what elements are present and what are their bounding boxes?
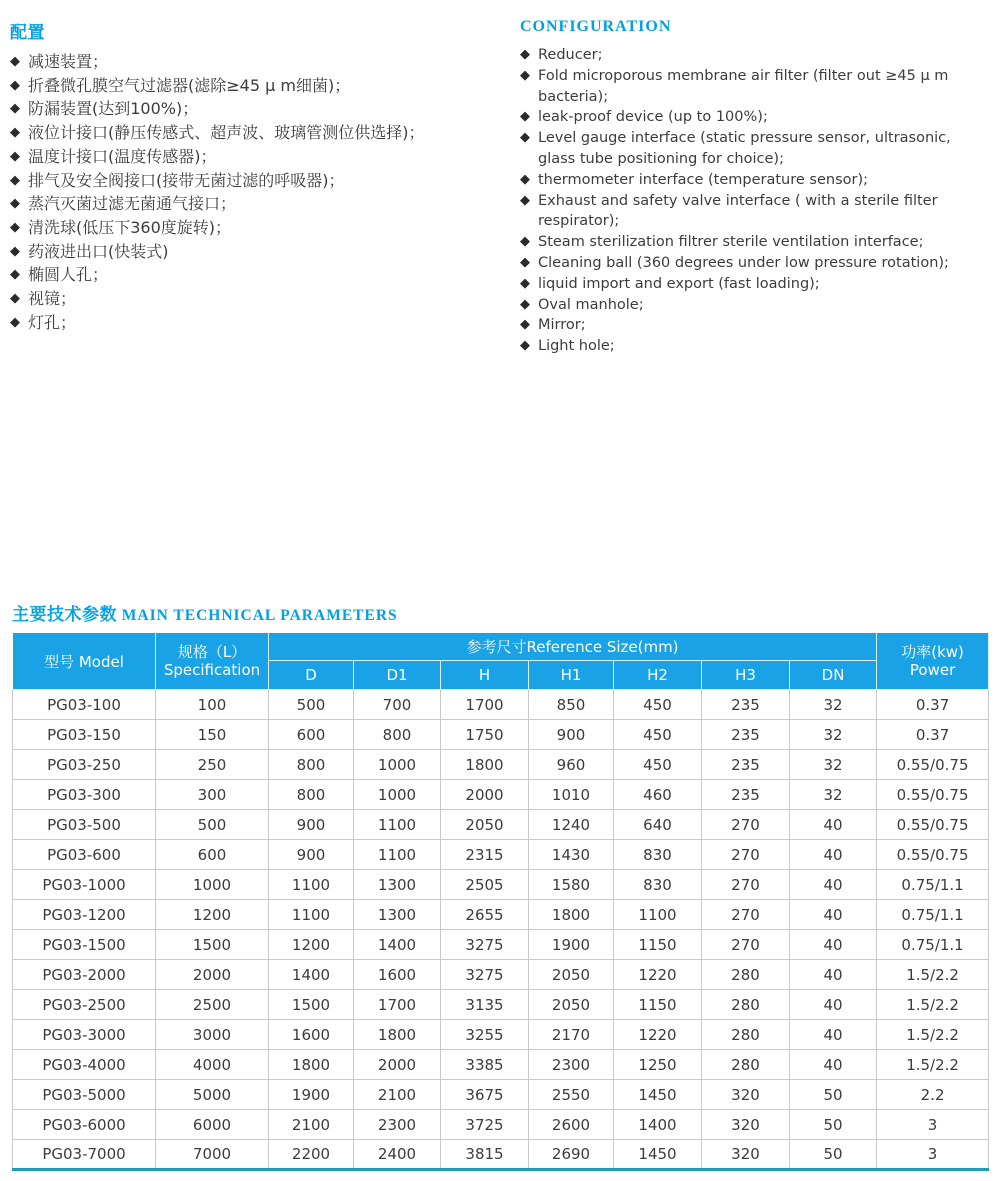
value-cell: 40 bbox=[790, 960, 877, 990]
value-cell: 320 bbox=[702, 1140, 790, 1170]
config-list-item-text: Oval manhole; bbox=[538, 296, 644, 313]
table-row bbox=[13, 960, 989, 990]
diamond-bullet-icon: ◆ bbox=[10, 172, 20, 188]
diamond-bullet-icon: ◆ bbox=[520, 171, 530, 187]
table-row bbox=[13, 720, 989, 750]
diamond-bullet-icon: ◆ bbox=[520, 254, 530, 270]
value-cell: 2655 bbox=[441, 900, 529, 930]
config-list-item bbox=[520, 191, 988, 233]
parameters-title-cn: 主要技术参数 bbox=[12, 605, 117, 624]
value-cell: 4000 bbox=[156, 1050, 269, 1080]
value-cell: 3000 bbox=[156, 1020, 269, 1050]
col-header-specification bbox=[156, 633, 269, 690]
diamond-bullet-icon: ◆ bbox=[10, 267, 20, 283]
config-list-item-text: 清洗球(低压下360度旋转)； bbox=[28, 217, 232, 237]
config-en-title: CONFIGURATION bbox=[520, 18, 672, 35]
config-list-item bbox=[520, 295, 988, 316]
diamond-bullet-icon: ◆ bbox=[520, 109, 530, 125]
model-cell: PG03-3000 bbox=[13, 1020, 156, 1050]
parameters-table bbox=[12, 632, 989, 1171]
config-list-item-text: 灯孔； bbox=[28, 312, 77, 332]
table-row bbox=[13, 930, 989, 960]
value-cell: 500 bbox=[156, 810, 269, 840]
config-list-item bbox=[10, 192, 510, 216]
value-cell: 830 bbox=[614, 870, 702, 900]
value-cell: 0.55/0.75 bbox=[877, 780, 989, 810]
value-cell: 800 bbox=[269, 750, 354, 780]
value-cell: 3815 bbox=[441, 1140, 529, 1170]
config-list-item bbox=[10, 145, 510, 169]
value-cell: 1220 bbox=[614, 1020, 702, 1050]
value-cell: 280 bbox=[702, 960, 790, 990]
value-cell: 2500 bbox=[156, 990, 269, 1020]
value-cell: 2170 bbox=[529, 1020, 614, 1050]
config-list-item bbox=[520, 336, 988, 357]
config-list-item-text: Level gauge interface (static pressure sensor, ultrasonic, glass tube positioning for choice); bbox=[538, 130, 951, 167]
value-cell: 40 bbox=[790, 990, 877, 1020]
model-cell: PG03-100 bbox=[13, 690, 156, 720]
value-cell: 900 bbox=[269, 840, 354, 870]
diamond-bullet-icon: ◆ bbox=[10, 314, 20, 330]
value-cell: 3135 bbox=[441, 990, 529, 1020]
model-cell: PG03-1500 bbox=[13, 930, 156, 960]
value-cell: 2.2 bbox=[877, 1080, 989, 1110]
value-cell: 450 bbox=[614, 690, 702, 720]
value-cell: 1100 bbox=[354, 840, 441, 870]
value-cell: 0.75/1.1 bbox=[877, 870, 989, 900]
value-cell: 32 bbox=[790, 750, 877, 780]
table-row bbox=[13, 990, 989, 1020]
config-list-item bbox=[520, 253, 988, 274]
col-header-specification-en: Specification bbox=[163, 661, 261, 679]
model-cell: PG03-150 bbox=[13, 720, 156, 750]
config-list-item bbox=[10, 263, 510, 287]
config-list-item bbox=[520, 232, 988, 253]
config-list-item bbox=[520, 170, 988, 191]
col-header-specification-cn: 规格（L） bbox=[177, 643, 247, 661]
value-cell: 0.55/0.75 bbox=[877, 810, 989, 840]
config-list-item bbox=[10, 169, 510, 193]
value-cell: 235 bbox=[702, 720, 790, 750]
model-cell: PG03-600 bbox=[13, 840, 156, 870]
parameters-title bbox=[12, 600, 988, 625]
value-cell: 3 bbox=[877, 1140, 989, 1170]
model-cell: PG03-4000 bbox=[13, 1050, 156, 1080]
table-row bbox=[13, 810, 989, 840]
value-cell: 32 bbox=[790, 690, 877, 720]
value-cell: 2100 bbox=[269, 1110, 354, 1140]
value-cell: 1100 bbox=[354, 810, 441, 840]
value-cell: 270 bbox=[702, 930, 790, 960]
value-cell: 1240 bbox=[529, 810, 614, 840]
model-cell: PG03-2000 bbox=[13, 960, 156, 990]
model-cell: PG03-6000 bbox=[13, 1110, 156, 1140]
value-cell: 3275 bbox=[441, 960, 529, 990]
value-cell: 2400 bbox=[354, 1140, 441, 1170]
value-cell: 270 bbox=[702, 870, 790, 900]
value-cell: 600 bbox=[269, 720, 354, 750]
config-list-item-text: Exhaust and safety valve interface ( with a sterile filter respirator); bbox=[538, 192, 938, 230]
value-cell: 40 bbox=[790, 840, 877, 870]
col-header-h3: H3 bbox=[702, 661, 790, 690]
table-row bbox=[13, 780, 989, 810]
parameters-title-en: MAIN TECHNICAL PARAMETERS bbox=[121, 607, 398, 624]
parameters-section bbox=[12, 600, 988, 1171]
model-cell: PG03-500 bbox=[13, 810, 156, 840]
value-cell: 1430 bbox=[529, 840, 614, 870]
configuration-en-column bbox=[510, 18, 988, 357]
model-cell: PG03-300 bbox=[13, 780, 156, 810]
value-cell: 0.55/0.75 bbox=[877, 750, 989, 780]
value-cell: 1800 bbox=[441, 750, 529, 780]
table-row bbox=[13, 900, 989, 930]
value-cell: 270 bbox=[702, 840, 790, 870]
config-list-item-text: Fold microporous membrane air filter (filter out ≥45 μ m bacteria); bbox=[538, 67, 949, 105]
value-cell: 450 bbox=[614, 750, 702, 780]
value-cell: 320 bbox=[702, 1110, 790, 1140]
value-cell: 1220 bbox=[614, 960, 702, 990]
value-cell: 50 bbox=[790, 1140, 877, 1170]
value-cell: 1600 bbox=[269, 1020, 354, 1050]
value-cell: 2300 bbox=[354, 1110, 441, 1140]
value-cell: 2200 bbox=[269, 1140, 354, 1170]
model-cell: PG03-1000 bbox=[13, 870, 156, 900]
value-cell: 960 bbox=[529, 750, 614, 780]
value-cell: 2050 bbox=[529, 990, 614, 1020]
value-cell: 2505 bbox=[441, 870, 529, 900]
value-cell: 1200 bbox=[156, 900, 269, 930]
value-cell: 235 bbox=[702, 750, 790, 780]
model-cell: PG03-2500 bbox=[13, 990, 156, 1020]
value-cell: 270 bbox=[702, 810, 790, 840]
config-list-item-text: 液位计接口(静压传感式、超声波、玻璃管测位供选择)； bbox=[28, 123, 425, 143]
value-cell: 2050 bbox=[529, 960, 614, 990]
value-cell: 1300 bbox=[354, 870, 441, 900]
value-cell: 600 bbox=[156, 840, 269, 870]
col-header-h2: H2 bbox=[614, 661, 702, 690]
value-cell: 1700 bbox=[441, 690, 529, 720]
config-list-item-text: Mirror; bbox=[538, 317, 586, 334]
col-header-power-en: Power bbox=[909, 661, 956, 679]
config-en-list bbox=[520, 45, 988, 357]
diamond-bullet-icon: ◆ bbox=[520, 338, 530, 354]
model-cell: PG03-5000 bbox=[13, 1080, 156, 1110]
table-body bbox=[13, 690, 989, 1170]
value-cell: 235 bbox=[702, 690, 790, 720]
value-cell: 850 bbox=[529, 690, 614, 720]
value-cell: 1800 bbox=[354, 1020, 441, 1050]
configuration-cn-column bbox=[0, 18, 510, 357]
value-cell: 1580 bbox=[529, 870, 614, 900]
col-header-h: H bbox=[441, 661, 529, 690]
value-cell: 1.5/2.2 bbox=[877, 1020, 989, 1050]
diamond-bullet-icon: ◆ bbox=[10, 219, 20, 235]
config-list-item bbox=[10, 97, 510, 121]
diamond-bullet-icon: ◆ bbox=[520, 296, 530, 312]
col-header-reference-size: 参考尺寸Reference Size(mm) bbox=[269, 633, 877, 661]
value-cell: 2690 bbox=[529, 1140, 614, 1170]
config-list-item bbox=[520, 45, 988, 66]
value-cell: 150 bbox=[156, 720, 269, 750]
value-cell: 280 bbox=[702, 990, 790, 1020]
table-row bbox=[13, 1080, 989, 1110]
value-cell: 0.75/1.1 bbox=[877, 900, 989, 930]
value-cell: 640 bbox=[614, 810, 702, 840]
value-cell: 280 bbox=[702, 1050, 790, 1080]
value-cell: 1800 bbox=[529, 900, 614, 930]
value-cell: 1100 bbox=[614, 900, 702, 930]
config-list-item bbox=[10, 287, 510, 311]
value-cell: 2100 bbox=[354, 1080, 441, 1110]
value-cell: 1150 bbox=[614, 930, 702, 960]
value-cell: 900 bbox=[269, 810, 354, 840]
value-cell: 1010 bbox=[529, 780, 614, 810]
diamond-bullet-icon: ◆ bbox=[520, 192, 530, 208]
value-cell: 2300 bbox=[529, 1050, 614, 1080]
configuration-section bbox=[0, 18, 1000, 357]
model-cell: PG03-7000 bbox=[13, 1140, 156, 1170]
table-row bbox=[13, 750, 989, 780]
value-cell: 40 bbox=[790, 1050, 877, 1080]
config-list-item-text: 视镜； bbox=[28, 289, 77, 309]
value-cell: 250 bbox=[156, 750, 269, 780]
config-list-item-text: 防漏装置(达到100%)； bbox=[28, 99, 199, 119]
value-cell: 1100 bbox=[269, 870, 354, 900]
value-cell: 1800 bbox=[269, 1050, 354, 1080]
header-row-top bbox=[13, 633, 989, 661]
table-row bbox=[13, 690, 989, 720]
value-cell: 3385 bbox=[441, 1050, 529, 1080]
value-cell: 2000 bbox=[354, 1050, 441, 1080]
value-cell: 1400 bbox=[614, 1110, 702, 1140]
value-cell: 280 bbox=[702, 1020, 790, 1050]
config-list-item-text: Steam sterilization filtrer sterile ventilation interface; bbox=[538, 234, 924, 251]
value-cell: 100 bbox=[156, 690, 269, 720]
table-row bbox=[13, 1140, 989, 1170]
value-cell: 40 bbox=[790, 810, 877, 840]
config-list-item bbox=[520, 66, 988, 108]
value-cell: 40 bbox=[790, 1020, 877, 1050]
table-row bbox=[13, 1110, 989, 1140]
config-cn-title: 配置 bbox=[10, 23, 45, 42]
value-cell: 2550 bbox=[529, 1080, 614, 1110]
diamond-bullet-icon: ◆ bbox=[10, 196, 20, 212]
config-cn-list bbox=[10, 50, 510, 334]
diamond-bullet-icon: ◆ bbox=[520, 47, 530, 62]
col-header-h1: H1 bbox=[529, 661, 614, 690]
value-cell: 1200 bbox=[269, 930, 354, 960]
config-list-item bbox=[10, 74, 510, 98]
value-cell: 300 bbox=[156, 780, 269, 810]
config-list-item-text: Light hole; bbox=[538, 338, 615, 355]
diamond-bullet-icon: ◆ bbox=[520, 130, 530, 146]
diamond-bullet-icon: ◆ bbox=[520, 234, 530, 250]
value-cell: 460 bbox=[614, 780, 702, 810]
value-cell: 1500 bbox=[269, 990, 354, 1020]
value-cell: 2050 bbox=[441, 810, 529, 840]
config-list-item-text: 温度计接口(温度传感器)； bbox=[28, 146, 217, 166]
value-cell: 1450 bbox=[614, 1080, 702, 1110]
value-cell: 1750 bbox=[441, 720, 529, 750]
value-cell: 800 bbox=[269, 780, 354, 810]
table-row bbox=[13, 840, 989, 870]
value-cell: 32 bbox=[790, 720, 877, 750]
table-row bbox=[13, 1050, 989, 1080]
col-header-d: D bbox=[269, 661, 354, 690]
config-list-item bbox=[10, 240, 510, 264]
config-list-item bbox=[520, 315, 988, 336]
table-header bbox=[13, 633, 989, 690]
diamond-bullet-icon: ◆ bbox=[520, 275, 530, 291]
config-list-item bbox=[10, 216, 510, 240]
value-cell: 700 bbox=[354, 690, 441, 720]
value-cell: 0.75/1.1 bbox=[877, 930, 989, 960]
config-list-item-text: Reducer; bbox=[538, 47, 603, 63]
config-list-item-text: liquid import and export (fast loading); bbox=[538, 275, 820, 292]
value-cell: 1500 bbox=[156, 930, 269, 960]
value-cell: 1000 bbox=[156, 870, 269, 900]
config-list-item-text: 折叠微孔膜空气过滤器(滤除≥45 μ m细菌)； bbox=[28, 75, 351, 95]
table-row bbox=[13, 870, 989, 900]
value-cell: 1900 bbox=[269, 1080, 354, 1110]
value-cell: 50 bbox=[790, 1110, 877, 1140]
value-cell: 1250 bbox=[614, 1050, 702, 1080]
value-cell: 0.37 bbox=[877, 720, 989, 750]
config-list-item bbox=[10, 50, 510, 74]
value-cell: 830 bbox=[614, 840, 702, 870]
table-row bbox=[13, 1020, 989, 1050]
config-list-item bbox=[520, 107, 988, 128]
value-cell: 7000 bbox=[156, 1140, 269, 1170]
value-cell: 1450 bbox=[614, 1140, 702, 1170]
config-list-item bbox=[10, 121, 510, 145]
diamond-bullet-icon: ◆ bbox=[520, 67, 530, 83]
col-header-power bbox=[877, 633, 989, 690]
col-header-power-cn: 功率(kw) bbox=[901, 643, 964, 661]
diamond-bullet-icon: ◆ bbox=[520, 317, 530, 333]
value-cell: 1.5/2.2 bbox=[877, 960, 989, 990]
config-list-item-text: leak-proof device (up to 100%); bbox=[538, 109, 768, 126]
value-cell: 1400 bbox=[269, 960, 354, 990]
value-cell: 5000 bbox=[156, 1080, 269, 1110]
value-cell: 40 bbox=[790, 900, 877, 930]
config-list-item bbox=[520, 128, 988, 170]
value-cell: 0.55/0.75 bbox=[877, 840, 989, 870]
value-cell: 320 bbox=[702, 1080, 790, 1110]
config-list-item-text: thermometer interface (temperature sensor); bbox=[538, 171, 869, 188]
value-cell: 1000 bbox=[354, 750, 441, 780]
config-list-item-text: 减速装置； bbox=[28, 52, 109, 71]
config-list-item-text: 药液进出口(快装式) bbox=[28, 241, 169, 261]
diamond-bullet-icon: ◆ bbox=[10, 77, 20, 93]
value-cell: 3255 bbox=[441, 1020, 529, 1050]
col-header-model: 型号 Model bbox=[13, 633, 156, 690]
config-list-item-text: 椭圆人孔； bbox=[28, 265, 109, 285]
value-cell: 2000 bbox=[156, 960, 269, 990]
config-list-item-text: 排气及安全阀接口(接带无菌过滤的呼吸器)； bbox=[28, 170, 345, 190]
value-cell: 1600 bbox=[354, 960, 441, 990]
value-cell: 1100 bbox=[269, 900, 354, 930]
value-cell: 1700 bbox=[354, 990, 441, 1020]
value-cell: 800 bbox=[354, 720, 441, 750]
value-cell: 1400 bbox=[354, 930, 441, 960]
value-cell: 3 bbox=[877, 1110, 989, 1140]
value-cell: 235 bbox=[702, 780, 790, 810]
value-cell: 2315 bbox=[441, 840, 529, 870]
value-cell: 1150 bbox=[614, 990, 702, 1020]
model-cell: PG03-1200 bbox=[13, 900, 156, 930]
value-cell: 2000 bbox=[441, 780, 529, 810]
value-cell: 50 bbox=[790, 1080, 877, 1110]
diamond-bullet-icon: ◆ bbox=[10, 125, 20, 141]
diamond-bullet-icon: ◆ bbox=[10, 101, 20, 117]
config-list-item bbox=[10, 311, 510, 335]
value-cell: 1.5/2.2 bbox=[877, 990, 989, 1020]
value-cell: 500 bbox=[269, 690, 354, 720]
value-cell: 0.37 bbox=[877, 690, 989, 720]
config-list-item bbox=[520, 274, 988, 295]
value-cell: 1900 bbox=[529, 930, 614, 960]
value-cell: 40 bbox=[790, 870, 877, 900]
diamond-bullet-icon: ◆ bbox=[10, 54, 20, 69]
value-cell: 3275 bbox=[441, 930, 529, 960]
value-cell: 2600 bbox=[529, 1110, 614, 1140]
value-cell: 900 bbox=[529, 720, 614, 750]
value-cell: 450 bbox=[614, 720, 702, 750]
value-cell: 3675 bbox=[441, 1080, 529, 1110]
config-list-item-text: 蒸汽灭菌过滤无菌通气接口； bbox=[28, 194, 237, 214]
value-cell: 32 bbox=[790, 780, 877, 810]
value-cell: 1300 bbox=[354, 900, 441, 930]
diamond-bullet-icon: ◆ bbox=[10, 148, 20, 164]
col-header-dn: DN bbox=[790, 661, 877, 690]
value-cell: 6000 bbox=[156, 1110, 269, 1140]
diamond-bullet-icon: ◆ bbox=[10, 243, 20, 259]
config-list-item-text: Cleaning ball (360 degrees under low pressure rotation); bbox=[538, 254, 949, 271]
value-cell: 1000 bbox=[354, 780, 441, 810]
col-header-d1: D1 bbox=[354, 661, 441, 690]
value-cell: 3725 bbox=[441, 1110, 529, 1140]
value-cell: 1.5/2.2 bbox=[877, 1050, 989, 1080]
value-cell: 40 bbox=[790, 930, 877, 960]
diamond-bullet-icon: ◆ bbox=[10, 291, 20, 307]
model-cell: PG03-250 bbox=[13, 750, 156, 780]
value-cell: 270 bbox=[702, 900, 790, 930]
